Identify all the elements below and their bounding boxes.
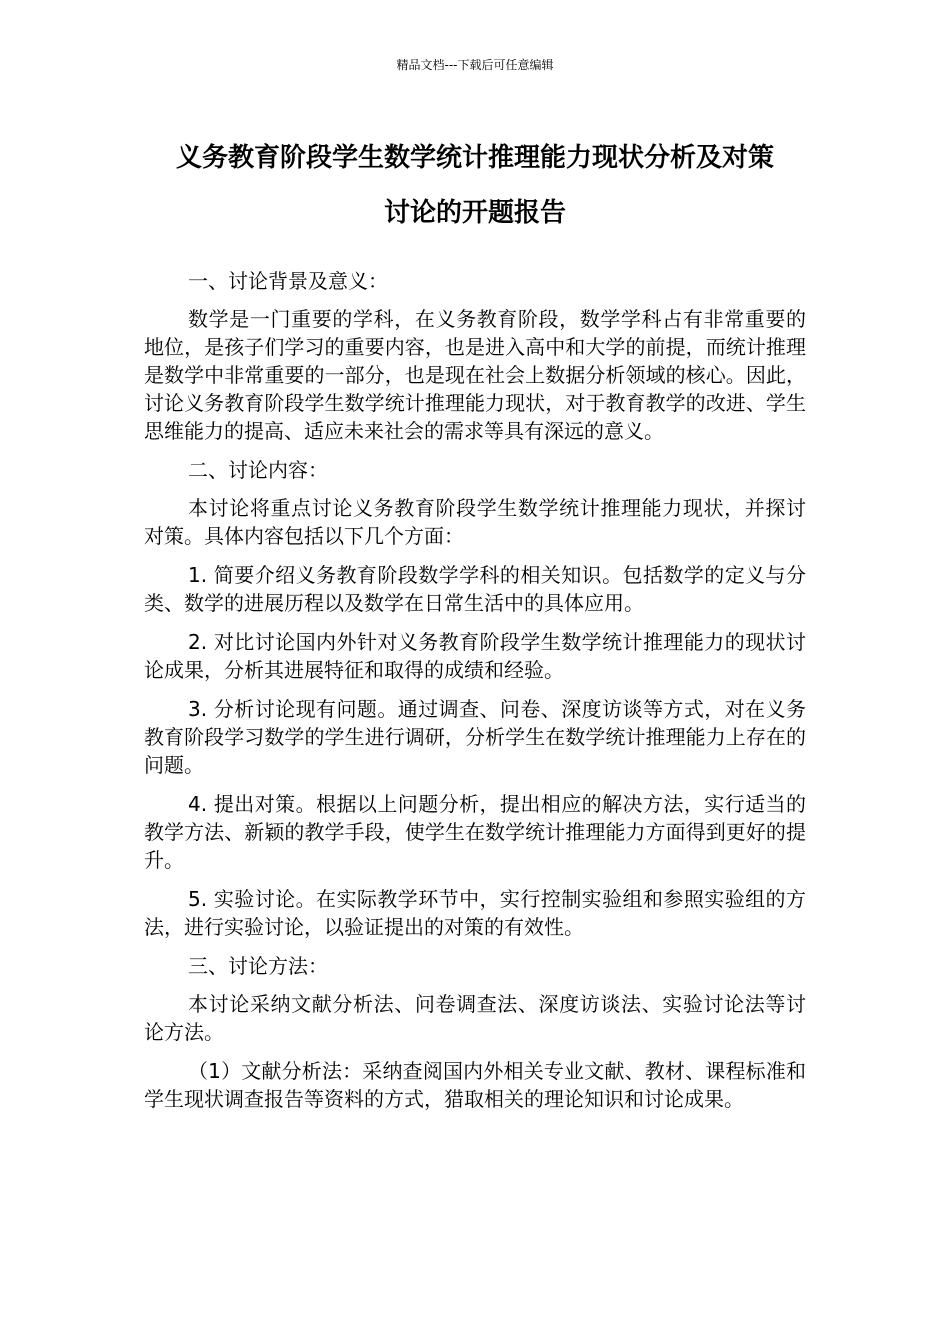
content-item-1: 1. 简要介绍义务教育阶段数学学科的相关知识。包括数学的定义与分类、数学的进展历程以及数学在日常生活中的具体应用。 bbox=[144, 563, 806, 615]
method-intro-paragraph: 本讨论采纳文献分析法、问卷调查法、深度访谈法、实验讨论法等讨论方法。 bbox=[144, 992, 806, 1044]
header-note: 精品文档---下载后可任意编辑 bbox=[396, 58, 554, 72]
document-body bbox=[144, 267, 806, 1124]
document-title bbox=[120, 131, 830, 241]
content-item-5: 5. 实验讨论。在实际教学环节中，实行控制实验组和参照实验组的方法，进行实验讨论，以验证提出的对策的有效性。 bbox=[144, 887, 806, 939]
section-heading-content: 二、讨论内容： bbox=[188, 458, 328, 482]
content-item-2: 2. 对比讨论国内外针对义务教育阶段学生数学统计推理能力的现状讨论成果，分析其进展特征和取得的成绩和经验。 bbox=[144, 630, 806, 682]
content-item-3: 3. 分析讨论现有问题。通过调查、问卷、深度访谈等方式，对在义务教育阶段学习数学的学生进行调研，分析学生在数学统计推理能力上存在的问题。 bbox=[144, 697, 806, 777]
title-line-1: 义务教育阶段学生数学统计推理能力现状分析及对策 bbox=[175, 143, 774, 173]
title-line-2: 讨论的开题报告 bbox=[383, 198, 566, 228]
background-paragraph: 数学是一门重要的学科，在义务教育阶段，数学学科占有非常重要的地位，是孩子们学习的重要内容，也是进入高中和大学的前提，而统计推理是数学中非常重要的一部分，也是现在社会上数据分析领域的核心。因此，讨论义务教育阶段学生数学统计推理能力现状，对于教育教学的改进、学生思维能力的提高、适应未来社会的需求等具有深远的意义。 bbox=[144, 307, 806, 443]
section-heading-background: 一、讨论背景及意义： bbox=[188, 269, 388, 293]
content-intro-paragraph: 本讨论将重点讨论义务教育阶段学生数学统计推理能力现状，并探讨对策。具体内容包括以下几个方面： bbox=[144, 496, 806, 548]
method-item-1: （1）文献分析法：采纳查阅国内外相关专业文献、教材、课程标准和学生现状调查报告等资料的方式，猎取相关的理论知识和讨论成果。 bbox=[144, 1059, 806, 1111]
section-heading-method: 三、讨论方法： bbox=[188, 954, 328, 978]
content-item-4: 4. 提出对策。根据以上问题分析，提出相应的解决方法，实行适当的教学方法、新颖的教学手段，使学生在数学统计推理能力方面得到更好的提升。 bbox=[144, 792, 806, 872]
